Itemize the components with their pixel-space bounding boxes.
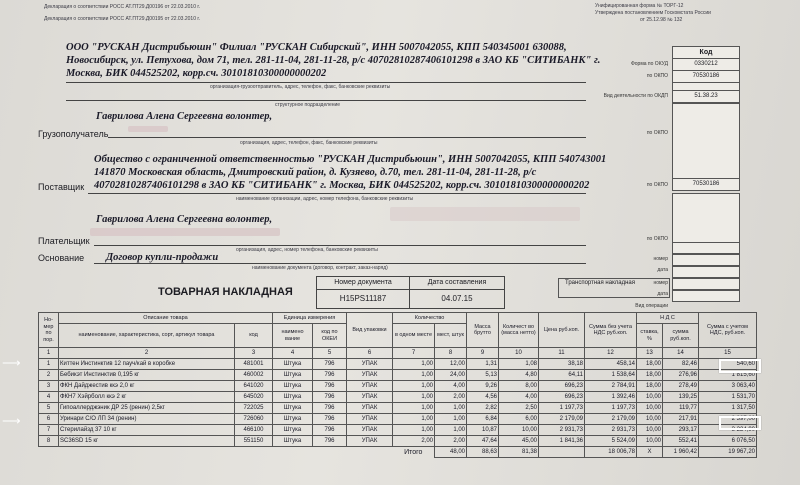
okpo2-label: по ОКПО	[646, 182, 668, 188]
basis-underline	[94, 263, 586, 264]
column-number: 13	[637, 348, 663, 359]
supplier-label: Поставщик	[38, 182, 85, 192]
cell-net: 2,50	[499, 403, 539, 414]
cell-vat: 276,96	[663, 370, 699, 381]
cell-places: 12,00	[435, 359, 467, 370]
cell-unit: Штука	[273, 392, 313, 403]
cell-places: 24,00	[435, 370, 467, 381]
cell-price: 64,11	[539, 370, 585, 381]
cell-vat: 552,41	[663, 436, 699, 447]
okdp-code: 51.38.23	[672, 90, 740, 103]
cell-unit: Штука	[273, 370, 313, 381]
cell-rate: 10,00	[637, 425, 663, 436]
cell-pack: УПАК	[347, 381, 393, 392]
cell-vat: 82,46	[663, 359, 699, 370]
cell-n: 8	[39, 436, 59, 447]
cell-okei: 796	[313, 425, 347, 436]
arrow-right-icon: ⟶	[2, 413, 21, 428]
cell-n: 4	[39, 392, 59, 403]
cell-places: 1,00	[435, 403, 467, 414]
cell-code: 481001	[235, 359, 273, 370]
okpo2-code: 70530186	[672, 178, 740, 191]
data-label: дата	[657, 267, 668, 273]
column-number: 8	[435, 348, 467, 359]
column-number: 2	[59, 348, 235, 359]
cell-name: ФКН7 Хэйрболл ккэ 2 кг	[59, 392, 235, 403]
column-number: 11	[539, 348, 585, 359]
cell-gross: 6,84	[467, 414, 499, 425]
cell-vat: 217,91	[663, 414, 699, 425]
header-total: Сумма с учетом НДС, руб.коп.	[699, 313, 757, 348]
form-note-3: от 25.12.98 № 132	[640, 17, 683, 23]
payer-name: Гаврилова Алена Сергеевна волонтер,	[96, 214, 273, 225]
form-note-1: Унифицированная форма № ТОРГ-12	[595, 3, 684, 9]
cell-pack: УПАК	[347, 403, 393, 414]
redacted-mark	[128, 126, 168, 132]
codes-data-2	[672, 278, 740, 290]
cell-one: 1,00	[393, 370, 435, 381]
cell-gross: 2,82	[467, 403, 499, 414]
basis-caption: наименование документа (договор, контракт, заказ-наряд)	[252, 265, 388, 271]
header-goods: Описание товара	[59, 313, 273, 324]
cell-n: 6	[39, 414, 59, 425]
header-price: Цена руб.коп.	[539, 313, 585, 348]
declaration-line-1: Декларация о соответствии РОСС АТ.ПТ29.Д00196 от 22.03.2010 г.	[44, 4, 200, 10]
cell-okei: 796	[313, 381, 347, 392]
doc-number: H15PS11187	[316, 289, 410, 309]
nomer-label: номер	[653, 256, 668, 262]
okpo-label: по ОКПО	[646, 73, 668, 79]
highlight-box	[719, 359, 761, 373]
totals-gross: 88,63	[467, 447, 499, 458]
totals-sum: 18 006,78	[585, 447, 637, 458]
cell-sum: 2 784,91	[585, 381, 637, 392]
cell-rate: 18,00	[637, 381, 663, 392]
totals-vat: 1 960,42	[663, 447, 699, 458]
codes-empty-3	[672, 193, 740, 243]
consignee-label: Грузополучатель	[38, 129, 109, 139]
cell-vat: 119,77	[663, 403, 699, 414]
codes-empty-2	[672, 103, 740, 179]
arrow-right-icon: ⟶	[2, 355, 21, 370]
cell-name: Бебикэт Инстинктив 0,195 кг	[59, 370, 235, 381]
column-number: 7	[393, 348, 435, 359]
transport-box	[558, 278, 670, 298]
nomer2-label: номер	[653, 280, 668, 286]
op-label: Вид операции	[635, 303, 668, 309]
cell-n: 1	[39, 359, 59, 370]
totals-total: 19 967,20	[699, 447, 757, 458]
doc-date: 04.07.15	[409, 289, 505, 309]
cell-net: 6,00	[499, 414, 539, 425]
cell-n: 2	[39, 370, 59, 381]
header-unit: Единица измерения	[273, 313, 347, 324]
cell-pack: УПАК	[347, 370, 393, 381]
cell-code: 645020	[235, 392, 273, 403]
supplier-line-1: Общество с ограниченной ответственностью "РУСКАН Дистрибьюшн", ИНН 5007042055, КПП 540743001	[94, 154, 607, 165]
cell-pack: УПАК	[347, 436, 393, 447]
column-number: 10	[499, 348, 539, 359]
cell-unit: Штука	[273, 403, 313, 414]
org-underline	[66, 82, 586, 83]
cell-total: 540,60	[699, 359, 757, 370]
totals-price-empty	[539, 447, 585, 458]
table-row	[39, 392, 757, 403]
cell-rate: 10,00	[637, 392, 663, 403]
header-qty: Количество	[393, 313, 467, 324]
cell-one: 1,00	[393, 392, 435, 403]
redacted-mark	[390, 207, 580, 221]
cell-sum: 5 524,09	[585, 436, 637, 447]
division-underline	[66, 100, 586, 101]
cell-name: Киттен Инстинктив 12 пауч/кай в коробке	[59, 359, 235, 370]
cell-rate: 10,00	[637, 403, 663, 414]
header-qty-places: мест, штук	[435, 324, 467, 348]
column-number: 5	[313, 348, 347, 359]
org-line-2: Новосибирск, ул. Петухова, дом 71, тел. 281-11-04, 281-11-28, р/с 40702810287406101298 в ЗАО КБ "СИТИБАНК" г.	[66, 55, 601, 66]
declaration-line-2: Декларация о соответствии РОСС АТ.ПТ29.Д00195 от 22.03.2010 г.	[44, 16, 200, 22]
cell-places: 1,00	[435, 425, 467, 436]
cell-vat: 139,25	[663, 392, 699, 403]
cell-net: 10,00	[499, 425, 539, 436]
totals-label: Итого	[404, 448, 423, 456]
header-goods-name: наименование, характеристика, сорт, артикул товара	[59, 324, 235, 348]
cell-name: Гипоаллерджэник ДР 25 (ренин) 2,5кг	[59, 403, 235, 414]
consignee-underline	[108, 137, 586, 138]
cell-sum: 1 538,64	[585, 370, 637, 381]
cell-total: 2 397,00	[699, 414, 757, 425]
cell-okei: 796	[313, 403, 347, 414]
cell-total: 1 815,60	[699, 370, 757, 381]
division-caption: структурное подразделение	[275, 102, 341, 108]
column-number: 3	[235, 348, 273, 359]
cell-places: 2,00	[435, 436, 467, 447]
header-pack: Вид упаковки	[347, 313, 393, 348]
data2-label: дата	[657, 291, 668, 297]
cell-name: SC36SD 15 кг	[59, 436, 235, 447]
cell-name: Уринари С/О ЛП 34 (ренин)	[59, 414, 235, 425]
cell-one: 1,00	[393, 359, 435, 370]
cell-sum: 1 392,46	[585, 392, 637, 403]
cell-sum: 2 931,73	[585, 425, 637, 436]
cell-code: 466100	[235, 425, 273, 436]
cell-name: ФКН Дайджестив ккэ 2,0 кг	[59, 381, 235, 392]
consignee-caption: организация, адрес, телефон, факс, банковские реквизиты	[240, 140, 378, 146]
cell-one: 1,00	[393, 425, 435, 436]
basis-value: Договор купли-продажи	[106, 252, 219, 263]
cell-n: 7	[39, 425, 59, 436]
org-caption: организация-грузоотправитель, адрес, телефон, факс, банковские реквизиты	[210, 84, 391, 90]
cell-gross: 5,13	[467, 370, 499, 381]
table-row	[39, 414, 757, 425]
consignee-name: Гаврилова Алена Сергеевна волонтер,	[96, 111, 273, 122]
header-net: Количест во (масса нетто)	[499, 313, 539, 348]
okdp-label: Вид деятельности по ОКДП	[603, 93, 668, 99]
column-number: 14	[663, 348, 699, 359]
column-number: 12	[585, 348, 637, 359]
cell-name: Стерилайзд 37 10 кг	[59, 425, 235, 436]
cell-pack: УПАК	[347, 359, 393, 370]
cell-okei: 796	[313, 392, 347, 403]
org-line-3: Москва, БИК 044525202, корр.сч. 30101810300000000202	[66, 68, 327, 79]
header-number: Но- мер по пор.	[39, 313, 59, 348]
cell-rate: 10,00	[637, 436, 663, 447]
column-number: 9	[467, 348, 499, 359]
cell-vat: 278,49	[663, 381, 699, 392]
cell-vat: 293,17	[663, 425, 699, 436]
cell-okei: 796	[313, 414, 347, 425]
header-sum-novat: Сумма без учета НДС руб.коп.	[585, 313, 637, 348]
cell-sum: 1 197,73	[585, 403, 637, 414]
cell-one: 1,00	[393, 403, 435, 414]
cell-price: 1 197,73	[539, 403, 585, 414]
column-number: 15	[699, 348, 757, 359]
form-note-2: Утверждена постановлением Госкомстата России	[595, 10, 711, 16]
column-number: 6	[347, 348, 393, 359]
cell-price: 38,18	[539, 359, 585, 370]
cell-total: 1 317,50	[699, 403, 757, 414]
cell-one: 1,00	[393, 381, 435, 392]
cell-gross: 47,64	[467, 436, 499, 447]
supplier-line-2: 141870 Московская область, Дмитровский район, д. Кузяево, д.70, тел. 281-11-04, 281-11-28, р/с	[94, 167, 537, 178]
payer-caption: организация, адрес, номер телефона, банковские реквизиты	[236, 247, 378, 253]
okpo3-label: по ОКПО	[646, 130, 668, 136]
cell-okei: 796	[313, 370, 347, 381]
supplier-caption: наименование организации, адрес, номер телефона, банковские реквизиты	[236, 196, 414, 202]
cell-price: 1 841,36	[539, 436, 585, 447]
doc-date-header: Дата составления	[409, 276, 505, 290]
column-number: 4	[273, 348, 313, 359]
column-number-row	[39, 348, 757, 359]
cell-sum: 2 179,09	[585, 414, 637, 425]
table-row	[39, 425, 757, 436]
goods-table	[38, 312, 757, 458]
okud-label: Форма по ОКУД	[630, 61, 668, 67]
cell-code: 641020	[235, 381, 273, 392]
cell-one: 1,00	[393, 414, 435, 425]
totals-net: 81,38	[499, 447, 539, 458]
table-row	[39, 359, 757, 370]
cell-gross: 9,26	[467, 381, 499, 392]
payer-label: Плательщик	[38, 236, 90, 246]
codes-op	[672, 290, 740, 302]
cell-sum: 458,14	[585, 359, 637, 370]
cell-gross: 4,56	[467, 392, 499, 403]
cell-rate: 10,00	[637, 414, 663, 425]
cell-pack: УПАК	[347, 414, 393, 425]
cell-gross: 10,87	[467, 425, 499, 436]
header-gross: Масса брутто	[467, 313, 499, 348]
cell-okei: 796	[313, 436, 347, 447]
cell-price: 696,23	[539, 392, 585, 403]
cell-unit: Штука	[273, 381, 313, 392]
codes-nomer-2	[672, 266, 740, 278]
cell-unit: Штука	[273, 359, 313, 370]
okpo-code: 70530186	[672, 70, 740, 83]
table-row	[39, 381, 757, 392]
doc-title: ТОВАРНАЯ НАКЛАДНАЯ	[158, 286, 293, 298]
cell-gross: 1,31	[467, 359, 499, 370]
totals-places: 48,00	[435, 447, 467, 458]
cell-unit: Штука	[273, 425, 313, 436]
header-vat-rate: ставка, %	[637, 324, 663, 348]
cell-unit: Штука	[273, 414, 313, 425]
totals-rate: X	[637, 447, 663, 458]
cell-net: 1,08	[499, 359, 539, 370]
table-row	[39, 370, 757, 381]
cell-one: 2,00	[393, 436, 435, 447]
header-unit-okei: код по ОКЕИ	[313, 324, 347, 348]
header-vat-sum: сумма руб.коп.	[663, 324, 699, 348]
header-unit-name: наимено вание	[273, 324, 313, 348]
cell-price: 696,23	[539, 381, 585, 392]
codes-nomer	[672, 242, 740, 254]
cell-n: 3	[39, 381, 59, 392]
okud-code: 0330212	[672, 58, 740, 71]
okpo4-label: по ОКПО	[646, 236, 668, 242]
cell-places: 4,00	[435, 381, 467, 392]
cell-pack: УПАК	[347, 392, 393, 403]
codes-data	[672, 254, 740, 266]
transport-label: Транспортная накладная	[565, 280, 636, 286]
cell-net: 8,00	[499, 381, 539, 392]
cell-price: 2 179,09	[539, 414, 585, 425]
cell-total: 1 531,70	[699, 392, 757, 403]
supplier-line-3: 40702810287406101298 в ЗАО КБ "СИТИБАНК" г. Москва, БИК 044525202, корр.сч. 30101810300000000202	[94, 180, 590, 191]
header-vat: Н Д С	[637, 313, 699, 324]
basis-label: Основание	[38, 253, 85, 263]
totals-row	[39, 447, 757, 458]
supplier-underline	[88, 193, 586, 194]
cell-total: 3 224,90	[699, 425, 757, 436]
cell-code: 551150	[235, 436, 273, 447]
redacted-mark	[90, 228, 280, 236]
cell-net: 4,00	[499, 392, 539, 403]
cell-places: 1,00	[435, 414, 467, 425]
cell-unit: Штука	[273, 436, 313, 447]
cell-okei: 796	[313, 359, 347, 370]
org-line-1: ООО "РУСКАН Дистрибьюшн" Филиал "РУСКАН Сибирский", ИНН 5007042055, КПП 540345001 630088,	[66, 42, 567, 53]
cell-total: 6 076,50	[699, 436, 757, 447]
cell-pack: УПАК	[347, 425, 393, 436]
codes-header: Код	[672, 46, 740, 59]
cell-net: 4,80	[499, 370, 539, 381]
table-row	[39, 403, 757, 414]
cell-rate: 18,00	[637, 359, 663, 370]
header-qty-one: в одном месте	[393, 324, 435, 348]
cell-net: 45,00	[499, 436, 539, 447]
table-row	[39, 436, 757, 447]
cell-n: 5	[39, 403, 59, 414]
cell-code: 726060	[235, 414, 273, 425]
column-number: 1	[39, 348, 59, 359]
cell-total: 3 063,40	[699, 381, 757, 392]
header-goods-code: код	[235, 324, 273, 348]
payer-underline	[94, 245, 586, 246]
cell-code: 460002	[235, 370, 273, 381]
cell-code: 722025	[235, 403, 273, 414]
doc-number-header: Номер документа	[316, 276, 410, 290]
highlight-box	[719, 416, 761, 430]
cell-rate: 18,00	[637, 370, 663, 381]
cell-price: 2 931,73	[539, 425, 585, 436]
cell-places: 2,00	[435, 392, 467, 403]
